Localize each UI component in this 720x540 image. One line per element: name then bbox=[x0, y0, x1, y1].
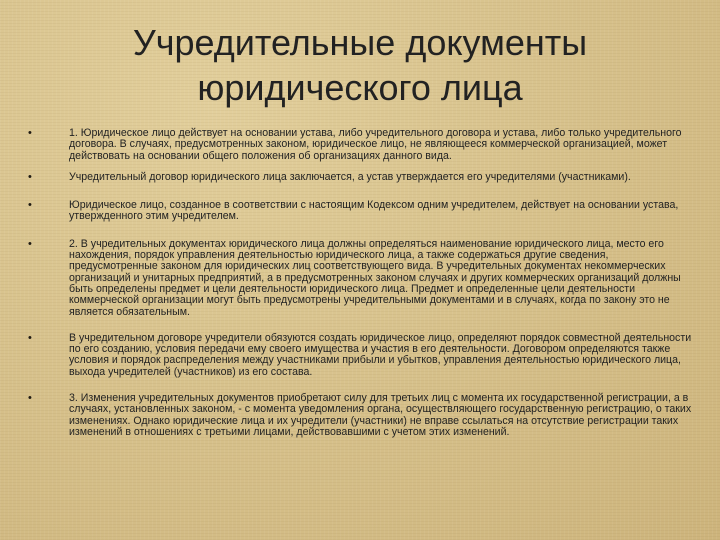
list-item-text: 3. Изменения учредительных документов приобретают силу для третьих лиц с момента их государственной регистрации, а в случаях, установленных законом, - с момента уведомления органа, осуществляющего государственную регистрацию, о таких изменениях. Однако юридические лица и их учредители (участники) не вправе ссылаться на отсутствие регистрации таких изменений в отношениях с третьими лицами, действовавшими с учетом этих изменений. bbox=[69, 392, 692, 438]
bullet-icon: • bbox=[28, 237, 32, 250]
slide-title bbox=[0, 20, 720, 110]
list-item-text: 2. В учредительных документах юридического лица должны определяться наименование юридического лица, место его нахождения, порядок управления деятельностью юридического лица, а также содержаться другие сведения, предусмотренные законом для юридических лиц соответствующего вида. В учредительных документах некоммерческих организаций и унитарных предприятий, а в предусмотренных законом случаях и других коммерческих организаций должны быть определены предмет и цели деятельности юридического лица. Предмет и определенные цели деятельности коммерческой организации могут быть предусмотрены учредительными документами и в случаях, когда по закону это не является обязательным. bbox=[69, 237, 681, 318]
bullet-icon: • bbox=[28, 127, 32, 139]
title-line-1: Учредительные документы bbox=[132, 22, 588, 63]
list-item-text: Учредительный договор юридического лица заключается, а устав утверждается его учредителями (участниками). bbox=[69, 170, 631, 183]
bullet-icon: • bbox=[28, 199, 32, 212]
list-item bbox=[28, 393, 692, 438]
bullet-icon: • bbox=[28, 170, 32, 183]
bullet-icon: • bbox=[28, 392, 32, 405]
list-item bbox=[28, 172, 692, 183]
list-item bbox=[28, 333, 692, 378]
list-item bbox=[28, 200, 692, 223]
bullet-list bbox=[28, 128, 692, 438]
title-line-2: юридического лица bbox=[197, 67, 523, 108]
list-item-text: Юридическое лицо, созданное в соответствии с настоящим Кодексом одним учредителем, действует на основании устава, утвержденного этим учредителем. bbox=[69, 199, 679, 223]
list-item bbox=[28, 239, 692, 318]
list-item bbox=[28, 128, 692, 162]
list-item-text: 1. Юридическое лицо действует на основании устава, либо учредительного договора и устава, либо только учредительного договора. В случаях, предусмотренных законом, юридическое лицо, не являющееся коммерческой организацией, может действовать на основании общего положения об организациях данного вида. bbox=[69, 127, 682, 162]
bullet-icon: • bbox=[28, 331, 32, 344]
list-item-text: В учредительном договоре учредители обязуются создать юридическое лицо, определяют порядок совместной деятельности по его созданию, условия передачи ему своего имущества и участия в его деятельности. Договором определяются также условия и порядок распределения между участниками прибыли и убытков, управления деятельностью юридического лица, выхода учредителей (участников) из его состава. bbox=[69, 331, 692, 378]
